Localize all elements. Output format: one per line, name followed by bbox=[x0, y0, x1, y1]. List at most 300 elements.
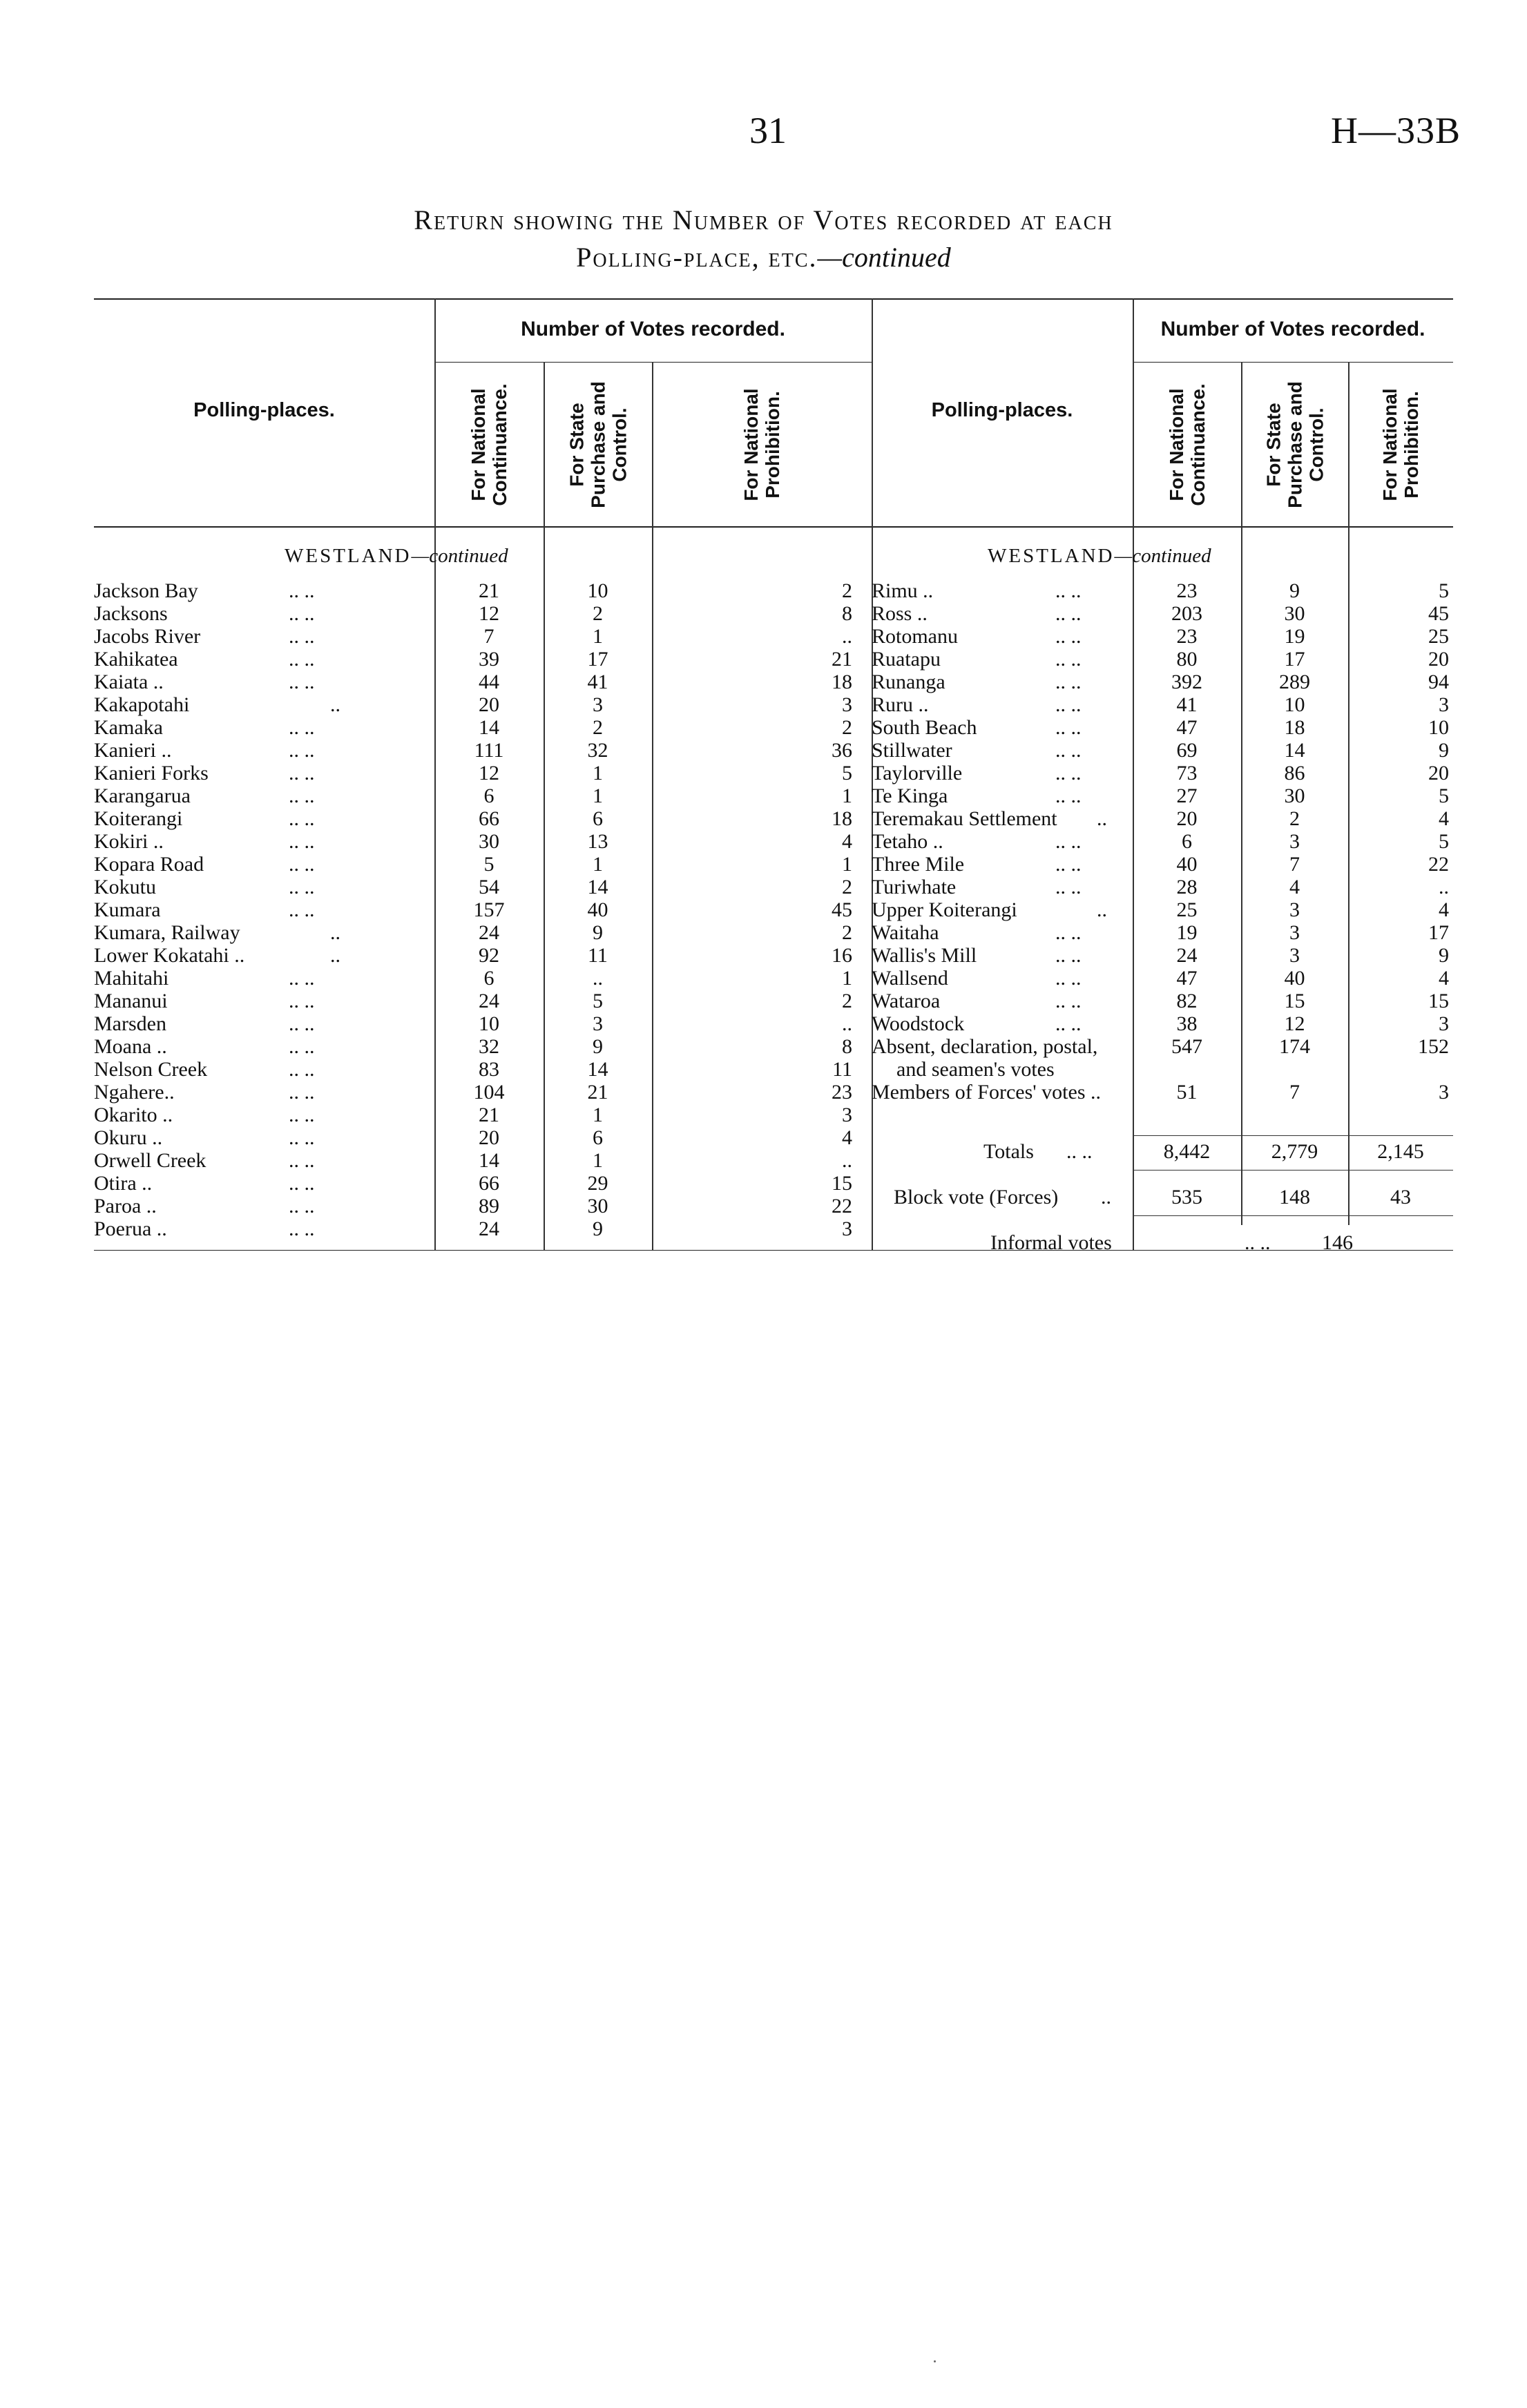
national-continuance-value: 12 bbox=[479, 762, 499, 784]
leader-dots: .. .. bbox=[1055, 967, 1082, 990]
state-purchase-value: 289 bbox=[1279, 671, 1310, 693]
national-prohibition-value: 4 bbox=[1439, 898, 1449, 921]
national-prohibition-value: 18 bbox=[832, 671, 852, 693]
polling-place-name: Karangarua bbox=[94, 784, 191, 807]
table-row bbox=[94, 579, 852, 602]
leader-dots: .. .. bbox=[289, 1058, 315, 1081]
national-prohibition-value: 2 bbox=[842, 876, 852, 898]
state-purchase-value: 1 bbox=[593, 1104, 603, 1126]
national-prohibition-value: 17 bbox=[1428, 921, 1449, 944]
polling-place-name: Wataroa bbox=[872, 990, 941, 1012]
national-continuance-value: 23 bbox=[1176, 579, 1198, 602]
leader-dots: .. .. bbox=[289, 1126, 315, 1149]
table-row bbox=[872, 579, 1527, 602]
state-purchase-value: 19 bbox=[1284, 625, 1305, 648]
state-purchase-value: 32 bbox=[587, 739, 608, 762]
leader-dots: .. .. bbox=[1055, 762, 1082, 784]
national-continuance-value: 20 bbox=[479, 693, 499, 716]
header-bottom-rule bbox=[94, 526, 1453, 528]
informal-votes-dots: .. .. bbox=[1245, 1231, 1271, 1254]
leader-dots: .. bbox=[1097, 807, 1107, 830]
state-purchase-value: 17 bbox=[1284, 648, 1305, 671]
leader-dots: .. .. bbox=[289, 739, 315, 762]
table-row bbox=[872, 602, 1527, 625]
state-purchase-value: 1 bbox=[593, 625, 603, 648]
header-state-purchase-left: For State Purchase and Control. bbox=[566, 381, 631, 508]
state-purchase-value: 40 bbox=[1284, 967, 1305, 990]
national-continuance-value: 157 bbox=[473, 898, 505, 921]
national-continuance-value: 20 bbox=[479, 1126, 499, 1149]
national-prohibition-value: 9 bbox=[1439, 944, 1449, 967]
national-continuance-value: 83 bbox=[479, 1058, 499, 1081]
table-row bbox=[872, 762, 1527, 784]
header-national-continuance-right: For National Continuance. bbox=[1166, 383, 1209, 506]
polling-place-name: Waitaha bbox=[872, 921, 939, 944]
state-purchase-value: 174 bbox=[1279, 1035, 1310, 1058]
national-continuance-value: 47 bbox=[1176, 716, 1198, 739]
state-purchase-value: 30 bbox=[1284, 602, 1305, 625]
table-row bbox=[94, 1058, 852, 1081]
national-continuance-value: 6 bbox=[1182, 830, 1192, 853]
state-purchase-value: 41 bbox=[587, 671, 608, 693]
national-continuance-value: 12 bbox=[479, 602, 499, 625]
national-continuance-value: 54 bbox=[479, 876, 499, 898]
block-vote-state-purchase: 148 bbox=[1279, 1186, 1310, 1208]
polling-place-name: Kokutu bbox=[94, 876, 156, 898]
national-continuance-value: 28 bbox=[1176, 876, 1198, 898]
polling-place-name: Ruru .. bbox=[872, 693, 929, 716]
leader-dots: .. .. bbox=[1055, 739, 1082, 762]
block-vote-dots: .. bbox=[1101, 1186, 1111, 1208]
leader-dots: .. bbox=[1097, 898, 1107, 921]
block-vote-rule bbox=[1133, 1215, 1453, 1216]
polling-place-name: Runanga bbox=[872, 671, 945, 693]
state-purchase-value: 30 bbox=[587, 1195, 608, 1217]
table-row bbox=[94, 1104, 852, 1126]
section-continued-right: —continued bbox=[1114, 545, 1211, 567]
national-continuance-value: 66 bbox=[479, 807, 499, 830]
leader-dots: .. .. bbox=[289, 1081, 315, 1104]
polling-place-name: Otira .. bbox=[94, 1172, 153, 1195]
polling-place-name: Kamaka bbox=[94, 716, 163, 739]
table-row bbox=[872, 739, 1527, 762]
national-prohibition-value: 3 bbox=[842, 1104, 852, 1126]
polling-place-name: Ngahere.. bbox=[94, 1081, 175, 1104]
national-prohibition-value: 20 bbox=[1428, 648, 1449, 671]
national-continuance-value: 66 bbox=[479, 1172, 499, 1195]
national-continuance-value: 30 bbox=[479, 830, 499, 853]
leader-dots: .. .. bbox=[1055, 784, 1082, 807]
table-row bbox=[94, 648, 852, 671]
state-purchase-value: 11 bbox=[588, 944, 608, 967]
national-continuance-value: 32 bbox=[479, 1035, 499, 1058]
block-vote-continuance: 535 bbox=[1171, 1186, 1202, 1208]
section-continued-left: —continued bbox=[411, 545, 508, 567]
national-prohibition-value: 23 bbox=[832, 1081, 852, 1104]
table-row bbox=[872, 671, 1527, 693]
title-line-2 bbox=[0, 239, 1527, 276]
state-purchase-value: 9 bbox=[593, 1035, 603, 1058]
leader-dots: .. bbox=[330, 693, 340, 716]
table-row bbox=[872, 1081, 1527, 1104]
state-purchase-value: 14 bbox=[1284, 739, 1305, 762]
leader-dots: .. .. bbox=[1055, 921, 1082, 944]
polling-place-name: Mananui bbox=[94, 990, 168, 1012]
national-continuance-value: 41 bbox=[1176, 693, 1198, 716]
leader-dots: .. .. bbox=[289, 1035, 315, 1058]
national-continuance-value: 24 bbox=[479, 1217, 499, 1240]
leader-dots: .. .. bbox=[1055, 716, 1082, 739]
table-row bbox=[94, 1012, 852, 1035]
state-purchase-value: 9 bbox=[1289, 579, 1300, 602]
national-prohibition-value: 4 bbox=[842, 1126, 852, 1149]
national-prohibition-value: 36 bbox=[832, 739, 852, 762]
state-purchase-value: 1 bbox=[593, 1149, 603, 1172]
national-prohibition-value: 3 bbox=[1439, 1081, 1449, 1104]
polling-place-name: Jackson Bay bbox=[94, 579, 198, 602]
polling-place-name: Okuru .. bbox=[94, 1126, 163, 1149]
national-continuance-value: 21 bbox=[479, 1104, 499, 1126]
polling-place-name: Turiwhate bbox=[872, 876, 957, 898]
national-continuance-value: 6 bbox=[483, 967, 494, 990]
national-continuance-value: 24 bbox=[479, 990, 499, 1012]
polling-place-name: Paroa .. bbox=[94, 1195, 157, 1217]
leader-dots: .. .. bbox=[289, 853, 315, 876]
leader-dots: .. .. bbox=[289, 898, 315, 921]
state-purchase-value: 12 bbox=[1284, 1012, 1305, 1035]
polling-place-name: Marsden bbox=[94, 1012, 166, 1035]
table-row bbox=[94, 625, 852, 648]
national-continuance-value: 51 bbox=[1176, 1081, 1198, 1104]
national-prohibition-value: 25 bbox=[1428, 625, 1449, 648]
national-prohibition-value: 22 bbox=[1428, 853, 1449, 876]
table-row bbox=[94, 1081, 852, 1104]
table-row bbox=[872, 830, 1527, 853]
state-purchase-value: 2 bbox=[1289, 807, 1300, 830]
national-prohibition-value: 45 bbox=[832, 898, 852, 921]
table-row bbox=[94, 898, 852, 921]
table-row bbox=[94, 830, 852, 853]
state-purchase-value: 9 bbox=[593, 921, 603, 944]
national-prohibition-value: 94 bbox=[1428, 671, 1449, 693]
table-row bbox=[94, 739, 852, 762]
leader-dots: .. .. bbox=[289, 1172, 315, 1195]
table-row bbox=[94, 602, 852, 625]
table-row bbox=[872, 967, 1527, 990]
polling-place-name: Kakapotahi bbox=[94, 693, 190, 716]
leader-dots: .. .. bbox=[289, 1217, 315, 1240]
national-continuance-value: 203 bbox=[1171, 602, 1202, 625]
polling-place-name: Taylorville bbox=[872, 762, 963, 784]
national-prohibition-value: 5 bbox=[842, 762, 852, 784]
votes-table bbox=[94, 298, 1453, 1254]
national-prohibition-value: .. bbox=[842, 1012, 852, 1035]
table-row bbox=[872, 853, 1527, 876]
national-prohibition-value: 8 bbox=[842, 1035, 852, 1058]
national-continuance-value: 104 bbox=[473, 1081, 505, 1104]
leader-dots: .. .. bbox=[1055, 853, 1082, 876]
national-prohibition-value: 45 bbox=[1428, 602, 1449, 625]
national-continuance-value: 89 bbox=[479, 1195, 499, 1217]
national-prohibition-value: 4 bbox=[842, 830, 852, 853]
national-prohibition-value: 2 bbox=[842, 990, 852, 1012]
table-row bbox=[94, 944, 852, 967]
leader-dots: .. .. bbox=[1055, 876, 1082, 898]
polling-place-name: Koiterangi bbox=[94, 807, 183, 830]
polling-place-name: Lower Kokatahi .. bbox=[94, 944, 245, 967]
page-number: 31 bbox=[749, 110, 787, 151]
national-prohibition-value: 3 bbox=[842, 1217, 852, 1240]
national-continuance-value: 47 bbox=[1176, 967, 1198, 990]
national-prohibition-value: 5 bbox=[1439, 830, 1449, 853]
leader-dots: .. .. bbox=[289, 671, 315, 693]
table-row bbox=[94, 762, 852, 784]
table-row bbox=[872, 1058, 1527, 1081]
header-polling-places-left: Polling-places. bbox=[193, 399, 335, 421]
table-row bbox=[94, 990, 852, 1012]
informal-votes-value: 146 bbox=[1322, 1231, 1353, 1254]
table-row bbox=[872, 876, 1527, 898]
national-continuance-value: 80 bbox=[1176, 648, 1198, 671]
national-prohibition-value: 10 bbox=[1428, 716, 1449, 739]
polling-place-name: South Beach bbox=[872, 716, 977, 739]
national-continuance-value: 40 bbox=[1176, 853, 1198, 876]
national-continuance-value: 92 bbox=[479, 944, 499, 967]
leader-dots: .. .. bbox=[1055, 602, 1082, 625]
polling-place-name: Kanieri .. bbox=[94, 739, 172, 762]
polling-place-name: Woodstock bbox=[872, 1012, 965, 1035]
totals-continuance: 8,442 bbox=[1163, 1140, 1211, 1163]
table-row bbox=[872, 1012, 1527, 1035]
polling-place-name: Kumara, Railway bbox=[94, 921, 240, 944]
state-purchase-value: 2 bbox=[593, 716, 603, 739]
national-continuance-value: 14 bbox=[479, 716, 499, 739]
table-row bbox=[94, 921, 852, 944]
state-purchase-value: 5 bbox=[593, 990, 603, 1012]
document-reference: H—33B bbox=[1330, 110, 1461, 151]
state-purchase-value: 1 bbox=[593, 784, 603, 807]
polling-place-name: Nelson Creek bbox=[94, 1058, 208, 1081]
national-prohibition-value: 2 bbox=[842, 921, 852, 944]
national-prohibition-value: .. bbox=[842, 1149, 852, 1172]
polling-place-name: Poerua .. bbox=[94, 1217, 167, 1240]
state-purchase-value: 14 bbox=[587, 1058, 608, 1081]
national-continuance-value: 10 bbox=[479, 1012, 499, 1035]
leader-dots: .. .. bbox=[1055, 693, 1082, 716]
national-prohibition-value: 5 bbox=[1439, 579, 1449, 602]
table-row bbox=[94, 1035, 852, 1058]
header-national-prohibition-left: For National Prohibition. bbox=[740, 388, 783, 501]
national-prohibition-value: 5 bbox=[1439, 784, 1449, 807]
leader-dots: .. .. bbox=[289, 648, 315, 671]
state-purchase-value: 21 bbox=[587, 1081, 608, 1104]
national-continuance-value: 44 bbox=[479, 671, 499, 693]
national-prohibition-value: .. bbox=[1439, 876, 1449, 898]
national-continuance-value: 73 bbox=[1176, 762, 1198, 784]
polling-place-name: Okarito .. bbox=[94, 1104, 173, 1126]
national-continuance-value: 21 bbox=[479, 579, 499, 602]
national-continuance-value: 19 bbox=[1176, 921, 1198, 944]
state-purchase-value: .. bbox=[593, 967, 603, 990]
group-rule-right bbox=[1133, 362, 1453, 363]
totals-rule-top bbox=[1133, 1135, 1453, 1136]
polling-place-name: Upper Koiterangi bbox=[872, 898, 1017, 921]
header-state-purchase-right: For State Purchase and Control. bbox=[1262, 381, 1327, 508]
state-purchase-value: 3 bbox=[593, 1012, 603, 1035]
national-continuance-value: 24 bbox=[1176, 944, 1198, 967]
leader-dots: .. .. bbox=[289, 602, 315, 625]
leader-dots: .. .. bbox=[289, 1195, 315, 1217]
totals-label-text: Totals bbox=[983, 1140, 1034, 1163]
national-prohibition-value: 4 bbox=[1439, 807, 1449, 830]
table-row bbox=[94, 693, 852, 716]
state-purchase-value: 6 bbox=[593, 1126, 603, 1149]
state-purchase-value: 2 bbox=[593, 602, 603, 625]
table-row bbox=[872, 898, 1527, 921]
national-prohibition-value: 20 bbox=[1428, 762, 1449, 784]
national-prohibition-value: 3 bbox=[1439, 693, 1449, 716]
leader-dots: .. .. bbox=[289, 716, 315, 739]
block-vote-prohibition: 43 bbox=[1390, 1186, 1411, 1208]
polling-place-name: Teremakau Settlement bbox=[872, 807, 1057, 830]
state-purchase-value: 4 bbox=[1289, 876, 1300, 898]
leader-dots: .. .. bbox=[1055, 648, 1082, 671]
polling-place-name: Mahitahi bbox=[94, 967, 169, 990]
leader-dots: .. .. bbox=[289, 1104, 315, 1126]
leader-dots: .. .. bbox=[1055, 990, 1082, 1012]
leader-dots: .. .. bbox=[289, 1149, 315, 1172]
national-prohibition-value: 15 bbox=[832, 1172, 852, 1195]
national-prohibition-value: 22 bbox=[832, 1195, 852, 1217]
national-continuance-value: 82 bbox=[1176, 990, 1198, 1012]
table-row bbox=[94, 1217, 852, 1240]
national-prohibition-value: 9 bbox=[1439, 739, 1449, 762]
national-prohibition-value: 3 bbox=[1439, 1012, 1449, 1035]
leader-dots: .. .. bbox=[289, 990, 315, 1012]
national-prohibition-value: 8 bbox=[842, 602, 852, 625]
totals-dots: .. .. bbox=[1066, 1140, 1093, 1163]
title-line-2-continued: —continued bbox=[817, 242, 951, 273]
polling-place-name: Moana .. bbox=[94, 1035, 167, 1058]
title-line-2-main: Polling-place, etc. bbox=[576, 242, 818, 273]
polling-place-name: and seamen's votes bbox=[896, 1058, 1055, 1081]
state-purchase-value: 13 bbox=[587, 830, 608, 853]
header-national-prohibition-right: For National Prohibition. bbox=[1379, 388, 1422, 501]
leader-dots: .. bbox=[330, 944, 340, 967]
state-purchase-value: 15 bbox=[1284, 990, 1305, 1012]
polling-place-name: Ross .. bbox=[872, 602, 928, 625]
leader-dots: .. .. bbox=[1055, 625, 1082, 648]
table-row bbox=[872, 944, 1527, 967]
national-prohibition-value: 1 bbox=[842, 967, 852, 990]
state-purchase-value: 3 bbox=[593, 693, 603, 716]
table-row bbox=[94, 1195, 852, 1217]
totals-rule-bottom bbox=[1133, 1170, 1453, 1171]
leader-dots: .. .. bbox=[1055, 944, 1082, 967]
state-purchase-value: 29 bbox=[587, 1172, 608, 1195]
national-continuance-value: 39 bbox=[479, 648, 499, 671]
national-prohibition-value: .. bbox=[842, 625, 852, 648]
state-purchase-value: 10 bbox=[587, 579, 608, 602]
leader-dots: .. .. bbox=[289, 762, 315, 784]
table-row bbox=[94, 807, 852, 830]
header-number-of-votes-left: Number of Votes recorded. bbox=[521, 318, 785, 340]
leader-dots: .. bbox=[330, 921, 340, 944]
table-row bbox=[872, 784, 1527, 807]
table-row bbox=[94, 716, 852, 739]
national-continuance-value: 547 bbox=[1171, 1035, 1202, 1058]
polling-place-name: Rimu .. bbox=[872, 579, 934, 602]
polling-place-name: Rotomanu bbox=[872, 625, 958, 648]
national-continuance-value: 23 bbox=[1176, 625, 1198, 648]
national-prohibition-value: 18 bbox=[832, 807, 852, 830]
national-prohibition-value: 15 bbox=[1428, 990, 1449, 1012]
block-vote-label-text: Block vote (Forces) bbox=[894, 1186, 1059, 1208]
state-purchase-value: 18 bbox=[1284, 716, 1305, 739]
national-prohibition-value: 16 bbox=[832, 944, 852, 967]
polling-place-name: Kumara bbox=[94, 898, 161, 921]
state-purchase-value: 7 bbox=[1289, 1081, 1300, 1104]
state-purchase-value: 30 bbox=[1284, 784, 1305, 807]
polling-place-name: Three Mile bbox=[872, 853, 965, 876]
national-prohibition-value: 1 bbox=[842, 853, 852, 876]
table-row bbox=[94, 876, 852, 898]
state-purchase-value: 9 bbox=[593, 1217, 603, 1240]
header-polling-places-right: Polling-places. bbox=[931, 399, 1073, 421]
state-purchase-value: 17 bbox=[587, 648, 608, 671]
table-row bbox=[872, 921, 1527, 944]
table-row bbox=[94, 967, 852, 990]
table-row bbox=[872, 716, 1527, 739]
state-purchase-value: 14 bbox=[587, 876, 608, 898]
polling-place-name: Absent, declaration, postal, bbox=[872, 1035, 1098, 1058]
table-row bbox=[94, 671, 852, 693]
table-row bbox=[872, 807, 1527, 830]
polling-place-name: Kahikatea bbox=[94, 648, 178, 671]
table-row bbox=[94, 784, 852, 807]
table-row bbox=[872, 990, 1527, 1012]
state-purchase-value: 3 bbox=[1289, 944, 1300, 967]
polling-place-name: Te Kinga bbox=[872, 784, 948, 807]
table-row bbox=[94, 1149, 852, 1172]
leader-dots: .. .. bbox=[1055, 671, 1082, 693]
leader-dots: .. .. bbox=[289, 784, 315, 807]
leader-dots: .. .. bbox=[289, 876, 315, 898]
national-continuance-value: 5 bbox=[483, 853, 494, 876]
national-continuance-value: 27 bbox=[1176, 784, 1198, 807]
informal-votes-label-text: Informal votes bbox=[990, 1231, 1112, 1254]
polling-place-name: Ruatapu bbox=[872, 648, 941, 671]
polling-place-name: Kanieri Forks bbox=[94, 762, 209, 784]
leader-dots: .. .. bbox=[289, 579, 315, 602]
header-number-of-votes-right: Number of Votes recorded. bbox=[1160, 318, 1425, 340]
state-purchase-value: 40 bbox=[587, 898, 608, 921]
state-purchase-value: 1 bbox=[593, 762, 603, 784]
leader-dots: .. .. bbox=[1055, 1012, 1082, 1035]
national-continuance-value: 6 bbox=[483, 784, 494, 807]
national-continuance-value: 20 bbox=[1176, 807, 1198, 830]
state-purchase-value: 3 bbox=[1289, 898, 1300, 921]
top-rule bbox=[94, 298, 1453, 300]
polling-place-name: Jacksons bbox=[94, 602, 168, 625]
national-continuance-value: 69 bbox=[1176, 739, 1198, 762]
state-purchase-value: 3 bbox=[1289, 921, 1300, 944]
state-purchase-value: 86 bbox=[1284, 762, 1305, 784]
polling-place-name: Orwell Creek bbox=[94, 1149, 207, 1172]
section-name-left: WESTLAND bbox=[285, 545, 412, 567]
totals-state-purchase: 2,779 bbox=[1271, 1140, 1318, 1163]
national-continuance-value: 14 bbox=[479, 1149, 499, 1172]
